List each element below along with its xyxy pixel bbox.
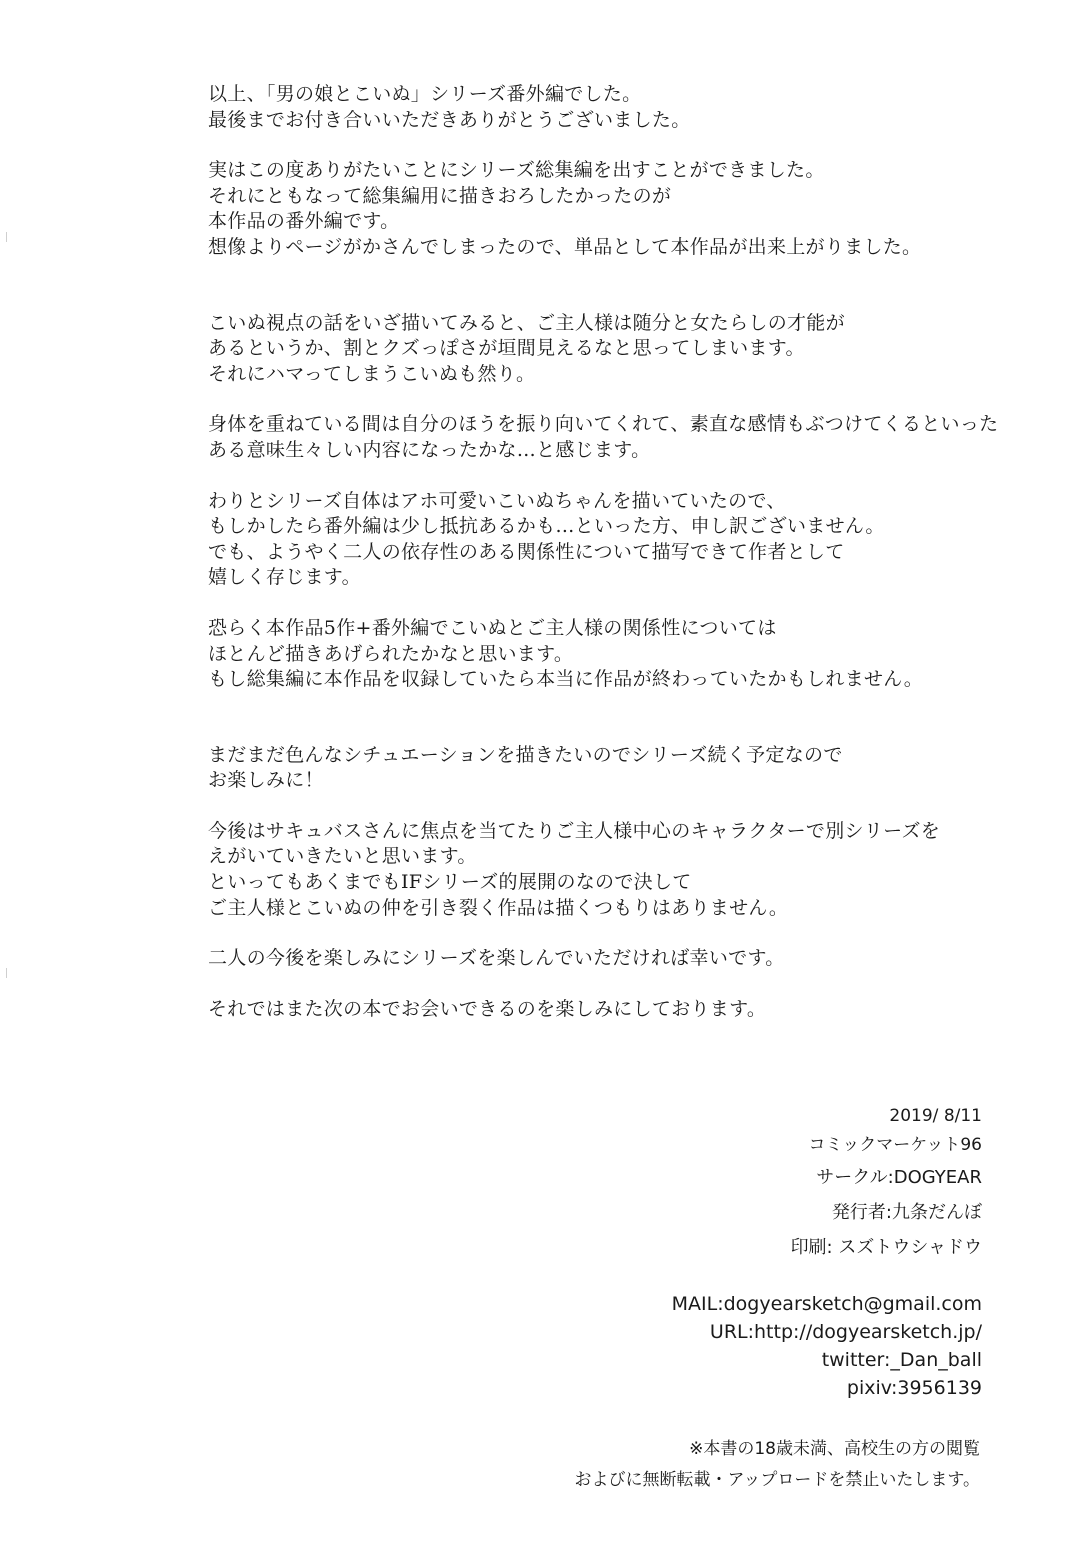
contact-url: URL:http://dogyearsketch.jp/ [709,1321,982,1343]
colophon-event-block [791,1106,982,1155]
afterword-line: それにハマってしまうこいぬも然り。 [208,362,536,385]
circle-name: サークル:DOGYEAR [816,1167,982,1188]
afterword-line: それではまた次の本でお会いできるのを楽しみにしております。 [208,997,767,1020]
legal-notice-line: ※本書の18歳未満、高校生の方の閲覧 [689,1439,980,1459]
contact-mail: MAIL:dogyearsketch@gmail.com [671,1293,982,1315]
contact-twitter: twitter:_Dan_ball [821,1349,982,1371]
afterword-paragraph [208,616,1008,693]
afterword-line: もし総集編に本作品を収録していたら本当に作品が終わっていたかもしれません。 [208,668,924,691]
afterword-line: わりとシリーズ自体はアホ可愛いこいぬちゃんを描いていたので、 [208,489,786,512]
printer-name: 印刷: スズトウシャドウ [790,1237,982,1258]
afterword-line: 想像よりページがかさんでしまったので、単品として本作品が出来上がりました。 [208,235,922,258]
afterword-paragraph [208,997,1008,1023]
afterword-line: まだまだ色んなシチュエーションを描きたいのでシリーズ続く予定なので [208,743,843,766]
scan-edge-mark [6,232,7,242]
afterword-line: えがいていきたいと思います。 [208,845,477,868]
afterword-line: 身体を重ねている間は自分のほうを振り向いてくれて、素直な感情もぶつけてくるといった [208,413,999,436]
afterword-line: 本作品の番外編です。 [208,210,400,233]
afterword-line: 二人の今後を楽しみにシリーズを楽しんでいただければ幸いです。 [208,947,785,970]
afterword-line: 今後はサキュバスさんに焦点を当てたりご主人様中心のキャラクターで別シリーズを [208,819,941,842]
afterword-line: もしかしたら番外編は少し抵抗あるかも…といった方、申し訳ございません。 [208,515,885,538]
afterword-body [208,82,1008,1047]
scan-edge-mark [6,968,7,978]
publication-date: 2019/ 8/11 [889,1106,982,1126]
afterword-line: ご主人様とこいぬの仲を引き裂く作品は描くつもりはありません。 [208,896,789,919]
afterword-line: こいぬ視点の話をいざ描いてみると、ご主人様は随分と女たらしの才能が [208,311,845,334]
afterword-line: 最後までお付き合いいただきありがとうございました。 [208,108,691,131]
afterword-line: 嬉しく存じます。 [208,566,361,589]
colophon-credits [791,1163,982,1259]
afterword-paragraph [208,819,1008,921]
afterword-line: 恐らく本作品5作+番外編でこいぬとご主人様の関係性については [208,616,777,639]
afterword-paragraph [208,489,1008,591]
afterword-line: あるというか、割とクズっぽさが垣間見えるなと思ってしまいます。 [208,337,805,360]
event-name: コミックマーケット96 [808,1135,982,1155]
afterword-line: それにともなって総集編用に描きおろしたかったのが [208,184,672,207]
afterword-line: 以上、「男の娘とこいぬ」シリーズ番外編でした。 [208,83,642,105]
colophon [791,1106,982,1268]
afterword-paragraph [208,412,1008,463]
afterword-line: ほとんど描きあげられたかなと思います。 [208,642,574,665]
afterword-paragraph [208,311,1008,388]
legal-notice [575,1434,980,1496]
afterword-paragraph [208,82,1008,133]
publisher-name: 発行者:九条だんぼ [831,1202,982,1223]
afterword-paragraph [208,946,1008,972]
contact-pixiv: pixiv:3956139 [846,1377,982,1399]
afterword-paragraph [208,743,1008,794]
afterword-line: といってもあくまでもIFシリーズ的展開のなので決して [208,871,692,894]
afterword-line: お楽しみに！ [208,769,324,792]
legal-notice-line: およびに無断転載・アップロードを禁止いたします。 [574,1470,980,1490]
contact-info [672,1293,982,1405]
afterword-line: 実はこの度ありがたいことにシリーズ総集編を出すことができました。 [208,159,825,182]
afterword-line: ある意味生々しい内容になったかな…と感じます。 [208,438,651,461]
afterword-paragraph [208,158,1008,260]
afterword-line: でも、ようやく二人の依存性のある関係性について描写できて作者として [208,540,845,563]
